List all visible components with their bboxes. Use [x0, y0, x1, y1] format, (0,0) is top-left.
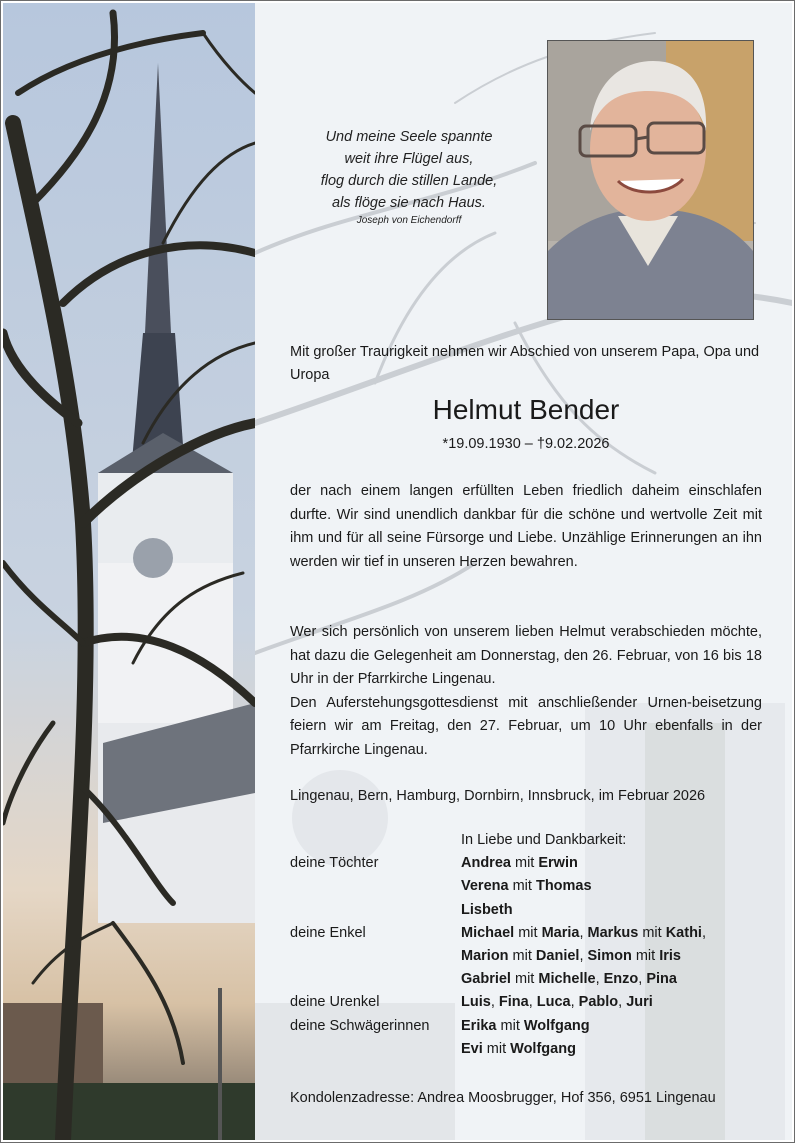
family-heading-row: [290, 829, 762, 852]
family-names: [461, 875, 762, 898]
family-relation: deine Schwägerinnen: [290, 1017, 430, 1034]
family-relation-empty: [290, 875, 461, 898]
family-member-name: Pina: [646, 971, 677, 988]
family-row: [290, 991, 762, 1014]
church-tree-photo: [3, 3, 255, 1140]
family-relation: deine Urenkel: [290, 994, 380, 1011]
family-relation-empty: [290, 1038, 461, 1061]
poem-line: weit ihre Flügel aus,: [344, 151, 474, 167]
family-member-name: Thomas: [535, 878, 592, 895]
deceased-name: Helmut Bender: [432, 394, 620, 425]
family-row: [290, 899, 762, 922]
poem: [290, 126, 528, 228]
family-member-name: Andrea: [461, 855, 511, 872]
family-member-name: Michelle: [538, 971, 596, 988]
intro-text: Mit großer Traurigkeit nehmen wir Abschied von unserem Papa, Opa und Uropa: [290, 344, 760, 383]
family-connector: ,: [579, 924, 588, 941]
family-names: [461, 1015, 762, 1038]
family-connector: mit: [508, 878, 536, 895]
poem-line: Und meine Seele spannte: [325, 129, 493, 145]
family-row: [290, 922, 762, 945]
portrait-photo: [547, 40, 754, 320]
funeral-text: Den Auferstehungsgottesdienst mit anschließender Urnen-beisetzung feiern wir am Freitag, den 27. Februar, um 10 Uhr ebenfalls in der Pfarrkirche Lingenau.: [290, 694, 762, 758]
family-connector: ,: [570, 994, 579, 1011]
family-row: [290, 1015, 762, 1038]
family-names: [461, 922, 762, 945]
family-relation-empty: [290, 968, 461, 991]
family-names: [461, 991, 762, 1014]
life-dates: *19.09.1930 – †9.02.2026: [442, 436, 610, 452]
family-connector: mit: [510, 971, 539, 988]
family-names: [461, 852, 762, 875]
family-row: [290, 852, 762, 875]
family-relation: deine Enkel: [290, 924, 366, 941]
family-list: [290, 829, 762, 1061]
family-heading: In Liebe und Dankbarkeit:: [461, 832, 627, 848]
family-connector: ,: [528, 994, 537, 1011]
family-names: [461, 899, 762, 922]
family-member-name: Enzo: [603, 971, 639, 988]
poem-line: als flöge sie nach Haus.: [332, 195, 486, 211]
family-member-name: Lisbeth: [461, 901, 513, 918]
family-connector: ,: [638, 971, 647, 988]
family-member-name: Daniel: [535, 948, 580, 965]
family-connector: mit: [482, 1040, 511, 1057]
family-connector: ,: [490, 994, 499, 1011]
farewell-paragraph: der nach einem langen erfüllten Leben friedlich daheim einschlafen durfte. Wir sind unendlich dankbar für die schöne und wertvolle Zeit mit ihm und für all seine Fürsorge und Liebe. Unzählige Erinnerungen an ihn werden wir tief in unseren Herzen bewahren.: [290, 483, 762, 570]
poem-line: flog durch die stillen Lande,: [320, 173, 498, 189]
family-names: [461, 1038, 762, 1061]
family-member-name: Wolfgang: [523, 1017, 590, 1034]
family-connector: mit: [638, 924, 666, 941]
family-member-name: Kathi: [665, 924, 702, 941]
family-member-name: Luca: [536, 994, 571, 1011]
family-member-name: Juri: [626, 994, 653, 1011]
family-member-name: Iris: [659, 948, 681, 965]
family-row: [290, 945, 762, 968]
family-connector: ,: [595, 971, 604, 988]
family-member-name: Markus: [587, 924, 639, 941]
family-member-name: Gabriel: [461, 971, 511, 988]
condolence-address: Kondolenzadresse: Andrea Moosbrugger, Hof 356, 6951 Lingenau: [290, 1090, 716, 1106]
family-relation-empty: [290, 899, 461, 922]
family-member-name: Marion: [461, 948, 509, 965]
family-member-name: Michael: [461, 924, 515, 941]
family-member-name: Pablo: [578, 994, 619, 1011]
family-names: [461, 945, 762, 968]
family-member-name: Wolfgang: [510, 1040, 576, 1057]
family-member-name: Luis: [461, 994, 491, 1011]
family-groups: [290, 852, 762, 1061]
family-connector: ,: [618, 994, 627, 1011]
family-member-name: Fina: [498, 994, 529, 1011]
family-names: [461, 968, 762, 991]
family-member-name: Maria: [541, 924, 580, 941]
family-connector: ,: [701, 924, 706, 941]
family-relation: deine Töchter: [290, 855, 379, 872]
family-member-name: Erwin: [538, 855, 578, 872]
family-connector: mit: [508, 948, 536, 965]
family-connector: ,: [579, 948, 588, 965]
family-connector: mit: [514, 924, 542, 941]
family-row: [290, 875, 762, 898]
family-row: [290, 1038, 762, 1061]
family-member-name: Erika: [461, 1017, 497, 1034]
family-relation-empty: [290, 945, 461, 968]
family-connector: mit: [510, 855, 539, 872]
family-connector: mit: [496, 1017, 524, 1034]
family-row: [290, 968, 762, 991]
poem-author: Joseph von Eichendorff: [356, 215, 462, 226]
family-member-name: Verena: [461, 878, 509, 895]
family-connector: mit: [631, 948, 660, 965]
viewing-text: Wer sich persönlich von unserem lieben Helmut verabschieden möchte, hat dazu die Gelegenheit am Donnerstag, den 26. Februar, von 16 bis 18 Uhr in der Pfarrkirche Lingenau.: [290, 624, 762, 687]
places-date: Lingenau, Bern, Hamburg, Dornbirn, Innsbruck, im Februar 2026: [290, 788, 706, 804]
family-member-name: Simon: [587, 948, 632, 965]
service-paragraph: [290, 621, 762, 762]
family-member-name: Evi: [461, 1040, 483, 1057]
